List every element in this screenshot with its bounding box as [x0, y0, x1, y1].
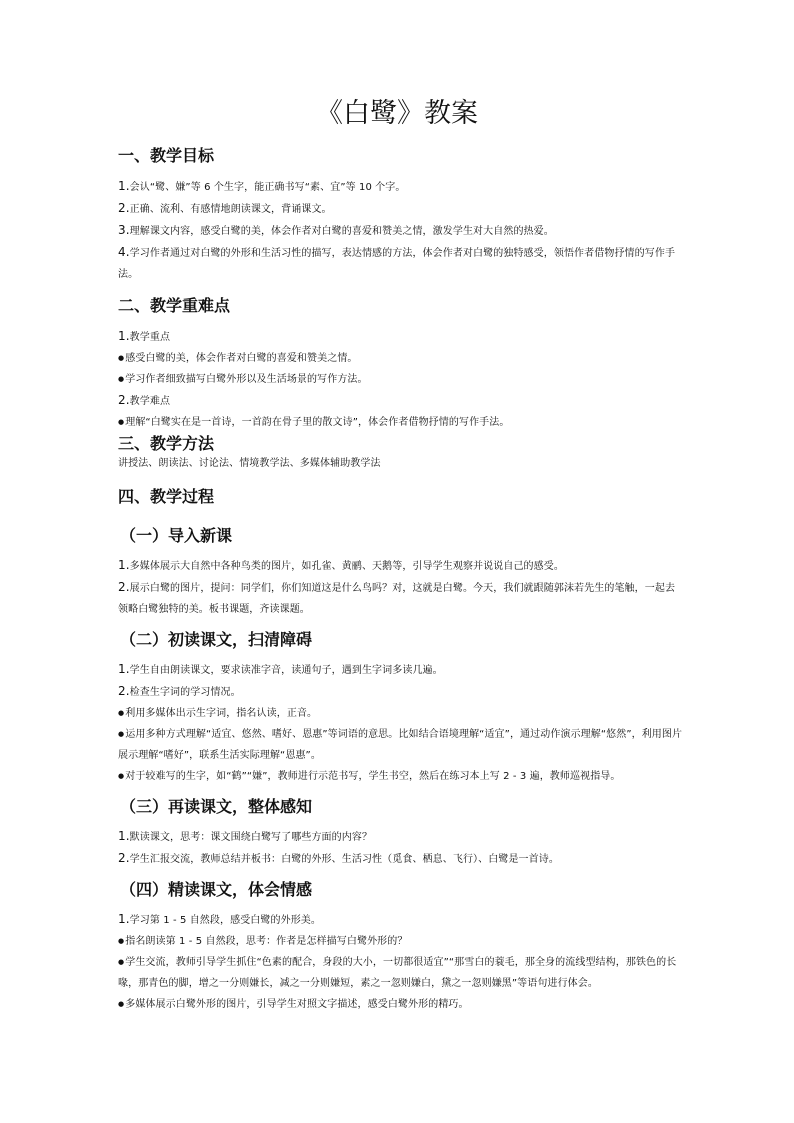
item-number: 1. [118, 662, 130, 676]
item-number: 2. [118, 684, 130, 698]
sub-label [118, 326, 683, 348]
bullet-item: ● 运用多种方式理解“适宜、悠然、嗜好、恩惠”等词语的意思。比如结合语境理解“适宜”，通过动作演示理解“悠然”，利用图片展示理解“嗜好”，联系生活实际理解“恩惠”。 [118, 724, 683, 766]
item-number: 2. [118, 201, 130, 215]
section-heading: 二、教学重难点 [118, 296, 231, 315]
subsection-heading: （二）初读课文，扫清障碍 [120, 630, 313, 649]
subsection-introduction [118, 525, 683, 620]
item-text: 正确、流利、有感情地朗读课文，背诵课文。 [129, 204, 332, 215]
item-number: 3. [118, 223, 130, 237]
item-number: 2. [118, 580, 130, 594]
bullet-item: ● 对于较难写的生字，如“鹤”“嫌”，教师进行示范书写，学生书空，然后在练习本上写 2 - 3 遍，教师巡视指导。 [118, 766, 683, 787]
item-text: 学生自由朗读课文，要求读准字音，读通句子，遇到生字词多读几遍。 [129, 665, 443, 676]
label-text: 教学难点 [129, 396, 171, 407]
section-heading: 一、教学目标 [118, 146, 215, 165]
list-item [118, 198, 683, 220]
bullet-item: ● 理解“白鹭实在是一首诗，一首韵在骨子里的散文诗”，体会作者借物抒情的写作手法。 [118, 412, 683, 433]
item-number: 4. [118, 245, 130, 259]
section-key-difficult-points [118, 295, 683, 433]
list-item [118, 220, 683, 242]
label-text: 教学重点 [129, 332, 171, 343]
document-body [118, 145, 683, 1015]
item-number: 2. [118, 393, 130, 407]
item-text: 多媒体展示大自然中各种鸟类的图片，如孔雀、黄鹂、天鹅等，引导学生观察并说说自己的感受。 [129, 561, 564, 572]
item-text: 展示白鹭的图片，提问：同学们，你们知道这是什么鸟吗？对，这就是白鹭。今天，我们就跟随郭沫若先生的笔触，一起去领略白鹭独特的美。板书课题，齐读课题。 [118, 583, 676, 615]
sub-label [118, 390, 683, 412]
document-title: 《白鹭》教案 [316, 98, 478, 129]
list-item [118, 848, 683, 870]
item-text: 学习作者通过对白鹭的外形和生活习性的描写，表达情感的方法，体会作者对白鹭的独特感受，领悟作者借物抒情的写作手法。 [118, 248, 676, 280]
section-heading: 四、教学过程 [118, 487, 215, 506]
item-number: 1. [118, 329, 130, 343]
item-text: 默读课文，思考：课文围绕白鹭写了哪些方面的内容？ [129, 832, 373, 843]
section-teaching-goals [118, 145, 683, 285]
methods-text: 讲授法、朗读法、讨论法、情境教学法、多媒体辅助教学法 [118, 458, 381, 469]
item-number: 1. [118, 558, 130, 572]
item-text: 会认“鹭、嫌”等 6 个生字，能正确书写“素、宜”等 10 个字。 [129, 182, 406, 193]
item-text: 检查生字词的学习情况。 [129, 687, 241, 698]
list-item [118, 242, 683, 285]
section-teaching-process [118, 486, 683, 1015]
bullet-item: ● 学习作者细致描写白鹭外形以及生活场景的写作方法。 [118, 369, 683, 390]
item-number: 2. [118, 851, 130, 865]
subsection-close-reading [118, 879, 683, 1015]
subsection-heading: （三）再读课文，整体感知 [120, 797, 313, 816]
bullet-item: ● 多媒体展示白鹭外形的图片，引导学生对照文字描述，感受白鹭外形的精巧。 [118, 994, 683, 1015]
subsection-first-reading [118, 629, 683, 787]
list-item [118, 826, 683, 848]
section-heading: 三、教学方法 [118, 434, 215, 453]
item-number: 1. [118, 912, 130, 926]
item-text: 学习第 1 - 5 自然段，感受白鹭的外形美。 [129, 915, 322, 926]
list-item [118, 176, 683, 198]
bullet-item: ● 指名朗读第 1 - 5 自然段，思考：作者是怎样描写白鹭外形的？ [118, 931, 683, 952]
list-item [118, 577, 683, 620]
subsection-heading: （一）导入新课 [120, 526, 233, 545]
list-item [118, 555, 683, 577]
bullet-item: ● 学生交流，教师引导学生抓住“色素的配合，身段的大小，一切都很适宜”“那雪白的蓑毛，那全身的流线型结构，那铁色的长喙，那青色的脚，增之一分则嫌长，减之一分则嫌短，素之一忽则嫌白，黛之一忽则嫌黑”等语句进行体会。 [118, 952, 683, 994]
list-item [118, 659, 683, 681]
bullet-item: ● 利用多媒体出示生字词，指名认读，正音。 [118, 703, 683, 724]
item-number: 1. [118, 829, 130, 843]
subsection-second-reading [118, 796, 683, 870]
list-item [118, 909, 683, 931]
subsection-heading: （四）精读课文，体会情感 [120, 880, 313, 899]
list-item [118, 681, 683, 703]
item-text: 理解课文内容，感受白鹭的美，体会作者对白鹭的喜爱和赞美之情，激发学生对大自然的热爱。 [129, 226, 554, 237]
section-teaching-methods [118, 433, 683, 472]
item-number: 1. [118, 179, 130, 193]
bullet-item: ● 感受白鹭的美，体会作者对白鹭的喜爱和赞美之情。 [118, 348, 683, 369]
item-text: 学生汇报交流，教师总结并板书：白鹭的外形、生活习性（觅食、栖息、飞行）、白鹭是一首诗。 [129, 854, 559, 865]
